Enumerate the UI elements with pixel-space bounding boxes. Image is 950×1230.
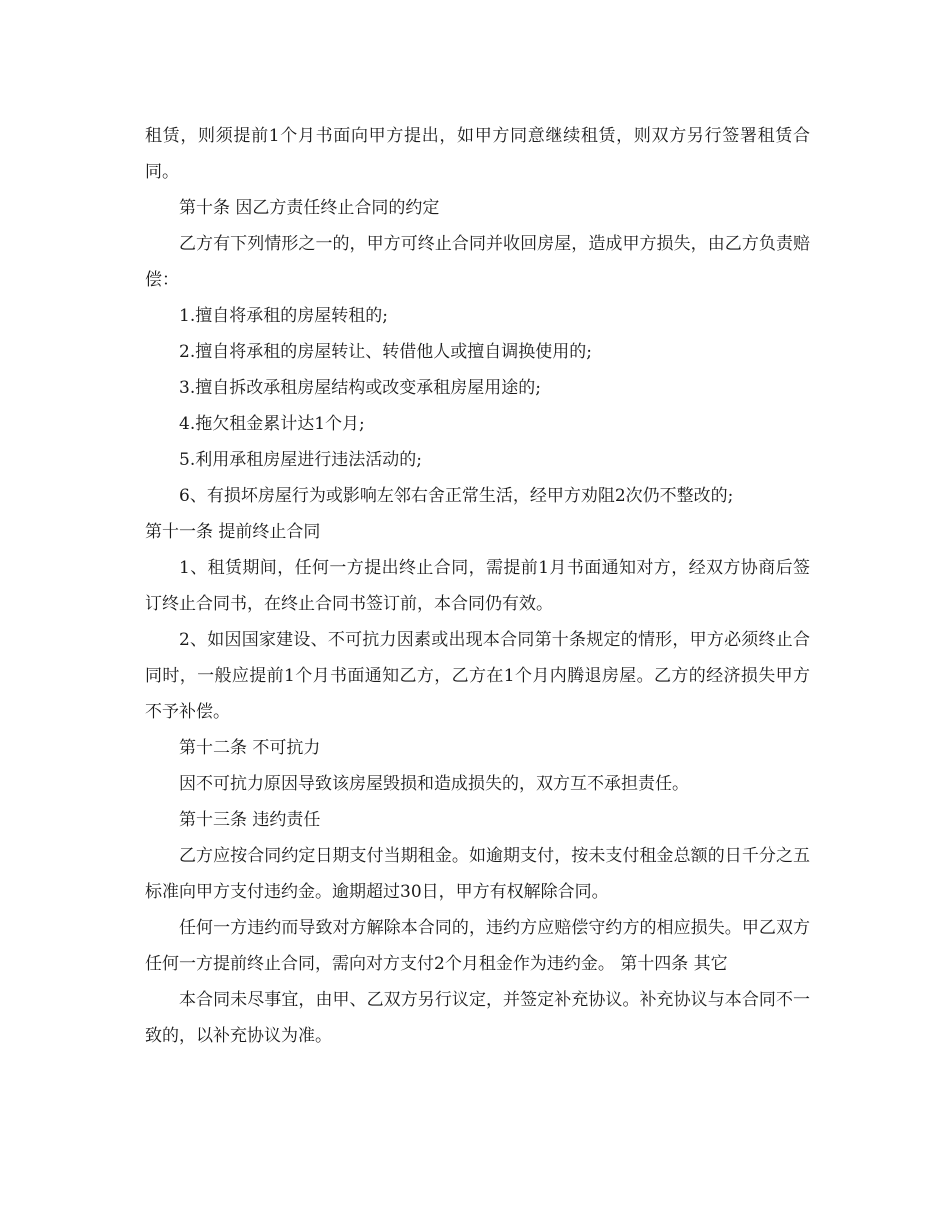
article-10-heading: 第十条 因乙方责任终止合同的约定 (179, 198, 440, 218)
list-item: 4.拖欠租金累计达1个月; (179, 414, 365, 434)
paragraph-article-11-clause-2: 2、如因国家建设、不可抗力因素或出现本合同第十条规定的情形，甲方必须终止合同时，一般应提前1个月书面通知乙方，乙方在1个月内腾退房屋。乙方的经济损失甲方不予补偿。 (145, 630, 810, 722)
list-item: 5.利用承租房屋进行违法活动的; (179, 450, 422, 470)
list-item: 1.擅自将承租的房屋转租的; (179, 306, 388, 326)
article-12-heading: 第十二条 不可抗力 (179, 738, 321, 758)
paragraph-article-12: 因不可抗力原因导致该房屋毁损和造成损失的，双方互不承担责任。 (179, 774, 689, 794)
paragraph-article-13-late-payment: 乙方应按合同约定日期支付当期租金。如逾期支付，按未支付租金总额的日千分之五标准向甲方支付违约金。逾期超过30日，甲方有权解除合同。 (145, 846, 810, 902)
paragraph-lease-renewal: 租赁，则须提前1个月书面向甲方提出，如甲方同意继续租赁，则双方另行签署租赁合同。 (145, 126, 810, 182)
paragraph-article-11-clause-1: 1、租赁期间，任何一方提出终止合同，需提前1月书面通知对方，经双方协商后签订终止合同书，在终止合同书签订前，本合同仍有效。 (145, 558, 810, 614)
list-item: 6、有损坏房屋行为或影响左邻右舍正常生活，经甲方劝阻2次仍不整改的; (179, 486, 734, 506)
paragraph-article-13-breach: 任何一方违约而导致对方解除本合同的，违约方应赔偿守约方的相应损失。甲乙双方任何一方提前终止合同，需向对方支付2个月租金作为违约金。 第十四条 其它 (145, 918, 810, 974)
paragraph-article-10-intro: 乙方有下列情形之一的，甲方可终止合同并收回房屋，造成甲方损失，由乙方负责赔偿： (145, 234, 810, 290)
article-11-heading: 第十一条 提前终止合同 (145, 522, 321, 542)
paragraph-article-14: 本合同未尽事宜，由甲、乙双方另行议定，并签定补充协议。补充协议与本合同不一致的，以补充协议为准。 (145, 990, 810, 1046)
article-13-heading: 第十三条 违约责任 (179, 810, 321, 830)
document-body (145, 118, 810, 1054)
list-item: 3.擅自拆改承租房屋结构或改变承租房屋用途的; (179, 378, 541, 398)
list-item: 2.擅自将承租的房屋转让、转借他人或擅自调换使用的; (179, 342, 592, 362)
